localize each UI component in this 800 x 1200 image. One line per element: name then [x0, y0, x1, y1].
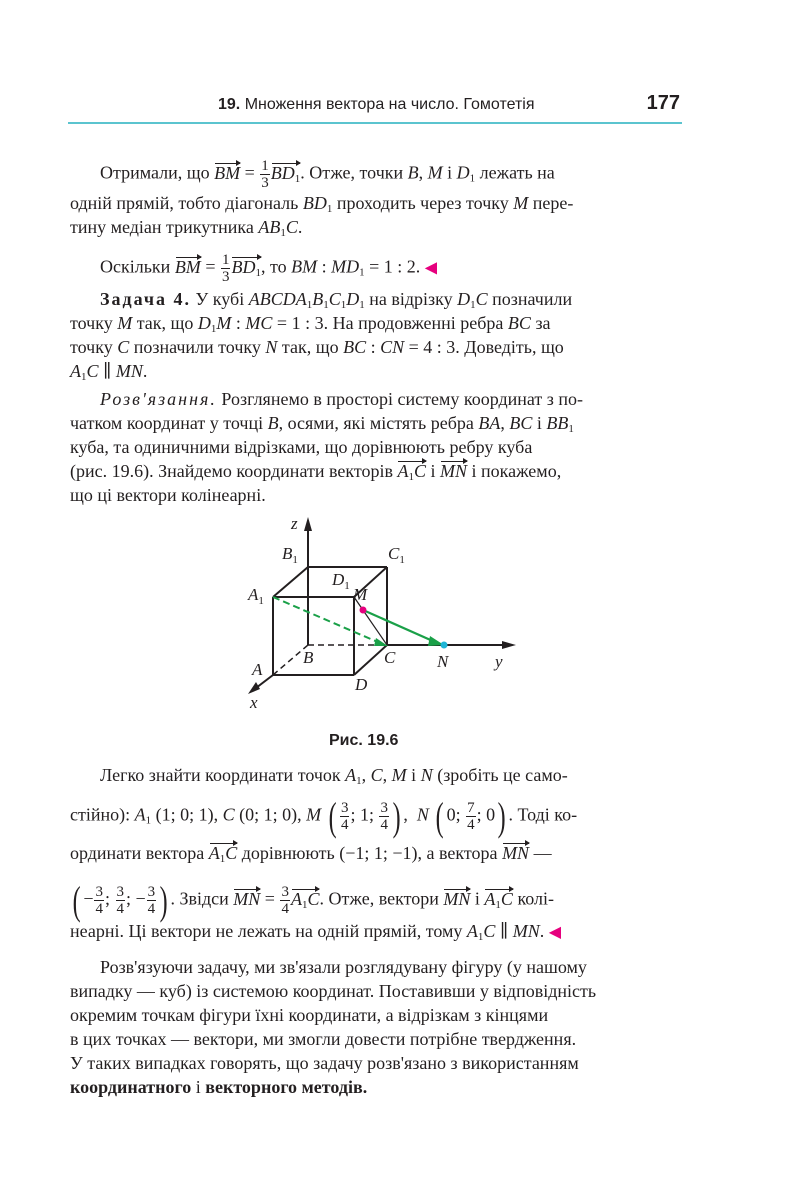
- point-n: [441, 642, 448, 649]
- page-header: [68, 90, 682, 124]
- text-line: Розв'язуючи задачу, ми зв'язали розглядувану фігуру (у нашому: [100, 957, 587, 977]
- text-line: одній прямій, тобто діагональ $BD_1$ проходить через точку M пере-: [70, 193, 574, 215]
- svg-text:A: A: [252, 660, 263, 679]
- text-line: точку C позначили точку N так, що BC : CN = 4 : 3. Доведіть, що: [70, 337, 564, 357]
- svg-text:x: x: [250, 693, 258, 712]
- text-line: координатного і векторного методів.: [70, 1077, 368, 1097]
- text-line: Оскільки BM = $\frac{1}{3}$ $BD_1$, то BM : $MD_1 = 1$ : 2. ◀: [100, 252, 438, 285]
- text-line: неарні. Ці вектори не лежать на одній прямій, тому $A_1C$ ∥ MN. ◀: [70, 921, 562, 943]
- text-line: Розв'язання. Розглянемо в просторі систему координат з по-: [100, 389, 584, 409]
- text-line: куба, та одиничними відрізками, що дорівнюють ребру куба: [70, 437, 533, 457]
- text-line: точку M так, що $D_1M$ : MC = 1 : 3. На продовженні ребра BC за: [70, 313, 551, 335]
- text-line: що ці вектори колінеарні.: [70, 485, 266, 505]
- svg-text:A1: $A_1$: [248, 585, 264, 607]
- text-line: окремим точкам фігури їхні координати, а відрізкам з кінцями: [70, 1005, 549, 1025]
- svg-text:y: y: [495, 652, 503, 671]
- text-line: стійно): $A_1$ (1; 0; 1), C (0; 1; 0), M ( $\frac{3}{4}$ ; 1; $\frac{3}{4}$ ) , N ( 0; $\frac{7}{4}$ ; 0) . Тоді ко-: [70, 793, 578, 839]
- text-line: чатком координат у точці B, осями, які містять ребра BA, BC і $BB_1$: [70, 413, 574, 435]
- section-title: 19. Множення вектора на число. Гомотетія: [218, 96, 535, 113]
- text-line: випадку — куб) із системою координат. Поставивши у відповідність: [70, 981, 597, 1001]
- end-marker-icon: ◀: [548, 924, 562, 941]
- svg-text:D1: $D_1$: [332, 570, 350, 592]
- svg-text:M: M: [353, 585, 368, 604]
- text-line: ( − $\frac{3}{4}$ ; $\frac{3}{4}$ ; − $\frac{3}{4}$ ) . Звідси MN = $\frac{3}{4}$ $A_1C$. Отже, вектори MN і $A_1C$ колі-: [72, 877, 555, 923]
- point-m: [360, 607, 367, 614]
- text-line: Отримали, що BM = $\frac{1}{3}$ $BD_1$. Отже, точки B, M і $D_1$ лежать на: [100, 158, 555, 191]
- text-line: ординати вектора $A_1C$ дорівнюють (−1; 1; −1), а вектора MN —: [70, 842, 552, 870]
- cube-figure: [230, 515, 530, 715]
- end-marker-icon: ◀: [424, 259, 438, 277]
- svg-text:z: z: [291, 515, 298, 533]
- svg-text:N: N: [437, 652, 449, 671]
- svg-text:D: D: [355, 675, 368, 694]
- svg-text:B1: $B_1$: [282, 544, 298, 566]
- text-line: $A_1C$ ∥ MN.: [70, 361, 148, 383]
- svg-text:C: C: [384, 648, 396, 667]
- text-line: У таких випадках говорять, що задачу розв'язано з використанням: [70, 1053, 579, 1073]
- text-line: Легко знайти координати точок $A_1$, C, M і N (зробіть це само-: [100, 765, 568, 787]
- text-line: тину медіан трикутника $AB_1C$.: [70, 217, 303, 239]
- text-line: в цих точках — вектори, ми змогли довести потрібне твердження.: [70, 1029, 577, 1049]
- svg-text:C1: $C_1$: [388, 544, 405, 566]
- svg-text:B: B: [303, 648, 314, 667]
- text-line: (рис. 19.6). Знайдемо координати векторів $A_1C$ і MN і покажемо,: [70, 460, 561, 488]
- page-number: 177: [646, 92, 680, 114]
- figure-caption: Рис. 19.6: [329, 732, 399, 749]
- text-line: Задача 4. У кубі $ABCDA_1B_1C_1D_1$ на відрізку $D_1C$ позначили: [100, 289, 573, 311]
